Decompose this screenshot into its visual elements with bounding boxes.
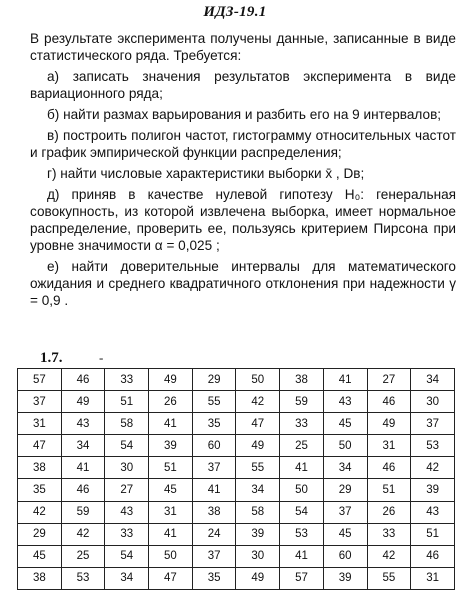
- table-cell: 34: [323, 457, 367, 479]
- task-item-a: а) записать значения результатов эксперимента в виде вариационного ряда;: [30, 69, 456, 101]
- table-cell: 47: [149, 567, 193, 589]
- table-cell: 37: [323, 501, 367, 523]
- table-cell: 45: [323, 413, 367, 435]
- table-cell: 51: [411, 523, 455, 545]
- table-cell: 29: [18, 523, 62, 545]
- task-item-e: е) найти доверительные интервалы для математического ожидания и среднего квадратичного отклонения при надежности γ = 0,9 .: [30, 259, 456, 308]
- table-cell: 53: [411, 435, 455, 457]
- table-row: [18, 567, 455, 589]
- table-cell: 38: [18, 567, 62, 589]
- table-cell: 60: [192, 435, 236, 457]
- table-row: [18, 523, 455, 545]
- task-item-v: в) построить полигон частот, гистограмму относительных частот и график эмпирической функции распределения;: [30, 128, 456, 160]
- table-cell: 42: [61, 523, 105, 545]
- table-cell: 33: [105, 523, 149, 545]
- table-cell: 27: [367, 369, 411, 391]
- data-table: [17, 368, 455, 590]
- intro-paragraph: В результате эксперимента получены данные, записанные в виде статистического ряда. Требуется:: [30, 31, 456, 63]
- table-cell: 57: [18, 369, 62, 391]
- table-cell: 25: [61, 545, 105, 567]
- table-cell: 35: [18, 479, 62, 501]
- table-cell: 53: [61, 567, 105, 589]
- table-cell: 47: [18, 435, 62, 457]
- table-cell: 26: [367, 501, 411, 523]
- page-title: ИДЗ-19.1: [203, 4, 267, 20]
- table-cell: 26: [149, 391, 193, 413]
- table-cell: 45: [18, 545, 62, 567]
- table-cell: 51: [105, 391, 149, 413]
- table-cell: 37: [18, 391, 62, 413]
- table-cell: 54: [105, 435, 149, 457]
- table-cell: 49: [236, 567, 280, 589]
- table-cell: 39: [323, 567, 367, 589]
- table-row: [18, 369, 455, 391]
- table-cell: 31: [18, 413, 62, 435]
- table-cell: 51: [367, 479, 411, 501]
- table-cell: 37: [192, 545, 236, 567]
- table-cell: 35: [192, 413, 236, 435]
- problem-text: [30, 30, 456, 313]
- table-cell: 43: [105, 501, 149, 523]
- table-cell: 46: [367, 457, 411, 479]
- table-cell: 33: [367, 523, 411, 545]
- table-cell: 59: [280, 391, 324, 413]
- table-cell: 33: [280, 413, 324, 435]
- table-cell: 50: [323, 435, 367, 457]
- table-cell: 55: [192, 391, 236, 413]
- table-cell: 30: [411, 391, 455, 413]
- table-cell: 31: [149, 501, 193, 523]
- table-cell: 55: [236, 457, 280, 479]
- table-cell: 43: [61, 413, 105, 435]
- table-cell: 29: [192, 369, 236, 391]
- table-cell: 41: [192, 479, 236, 501]
- table-cell: 41: [280, 457, 324, 479]
- table-cell: 45: [323, 523, 367, 545]
- table-cell: 53: [280, 523, 324, 545]
- table-cell: 45: [149, 479, 193, 501]
- table-cell: 54: [105, 545, 149, 567]
- table-cell: 54: [280, 501, 324, 523]
- task-item-b: б) найти размах варьирования и разбить его на 9 интервалов;: [47, 107, 442, 122]
- table-cell: 49: [236, 435, 280, 457]
- table-cell: 41: [280, 545, 324, 567]
- table-cell: 27: [105, 479, 149, 501]
- table-cell: 43: [323, 391, 367, 413]
- problem-dash: -: [99, 350, 104, 365]
- table-cell: 38: [192, 501, 236, 523]
- table-cell: 49: [367, 413, 411, 435]
- table-cell: 31: [367, 435, 411, 457]
- table-cell: 49: [61, 391, 105, 413]
- table-cell: 39: [411, 479, 455, 501]
- table-cell: 42: [236, 391, 280, 413]
- table-cell: 30: [105, 457, 149, 479]
- problem-number: 1.7.: [40, 350, 63, 366]
- table-row: [18, 501, 455, 523]
- table-row: [18, 391, 455, 413]
- table-row: [18, 545, 455, 567]
- table-cell: 42: [411, 457, 455, 479]
- table-cell: 55: [367, 567, 411, 589]
- table-cell: 34: [236, 479, 280, 501]
- table-cell: 41: [323, 369, 367, 391]
- table-cell: 25: [280, 435, 324, 457]
- table-cell: 30: [236, 545, 280, 567]
- table-cell: 41: [149, 523, 193, 545]
- table-row: [18, 457, 455, 479]
- table-cell: 41: [149, 413, 193, 435]
- table-cell: 37: [411, 413, 455, 435]
- table-cell: 38: [18, 457, 62, 479]
- table-cell: 46: [411, 545, 455, 567]
- table-cell: 57: [280, 567, 324, 589]
- table-cell: 46: [61, 479, 105, 501]
- table-cell: 50: [280, 479, 324, 501]
- table-cell: 58: [105, 413, 149, 435]
- table-row: [18, 479, 455, 501]
- table-cell: 58: [236, 501, 280, 523]
- table-cell: 46: [61, 369, 105, 391]
- table-row: [18, 435, 455, 457]
- table-cell: 59: [61, 501, 105, 523]
- table-cell: 42: [367, 545, 411, 567]
- task-item-d: д) приняв в качестве нулевой гипотезу H₀: генеральная совокупность, из которой извлечена выборка, имеет нормальное распределение, проверить ее, пользуясь критерием Пирсона при уровне значимости α = 0,025 ;: [30, 187, 456, 253]
- table-cell: 39: [236, 523, 280, 545]
- table-cell: 49: [149, 369, 193, 391]
- table-cell: 38: [280, 369, 324, 391]
- table-cell: 24: [192, 523, 236, 545]
- table-cell: 35: [192, 567, 236, 589]
- table-cell: 47: [236, 413, 280, 435]
- table-cell: 34: [61, 435, 105, 457]
- table-cell: 33: [105, 369, 149, 391]
- table-row: [18, 413, 455, 435]
- table-cell: 31: [411, 567, 455, 589]
- table-cell: 60: [323, 545, 367, 567]
- table-cell: 34: [105, 567, 149, 589]
- table-cell: 46: [367, 391, 411, 413]
- table-cell: 41: [61, 457, 105, 479]
- table-cell: 50: [236, 369, 280, 391]
- table-cell: 29: [323, 479, 367, 501]
- table-cell: 50: [149, 545, 193, 567]
- table-cell: 37: [192, 457, 236, 479]
- task-item-g: г) найти числовые характеристики выборки x̄ , Dв;: [47, 166, 365, 181]
- table-cell: 43: [411, 501, 455, 523]
- table-cell: 42: [18, 501, 62, 523]
- table-cell: 51: [149, 457, 193, 479]
- table-cell: 39: [149, 435, 193, 457]
- table-cell: 34: [411, 369, 455, 391]
